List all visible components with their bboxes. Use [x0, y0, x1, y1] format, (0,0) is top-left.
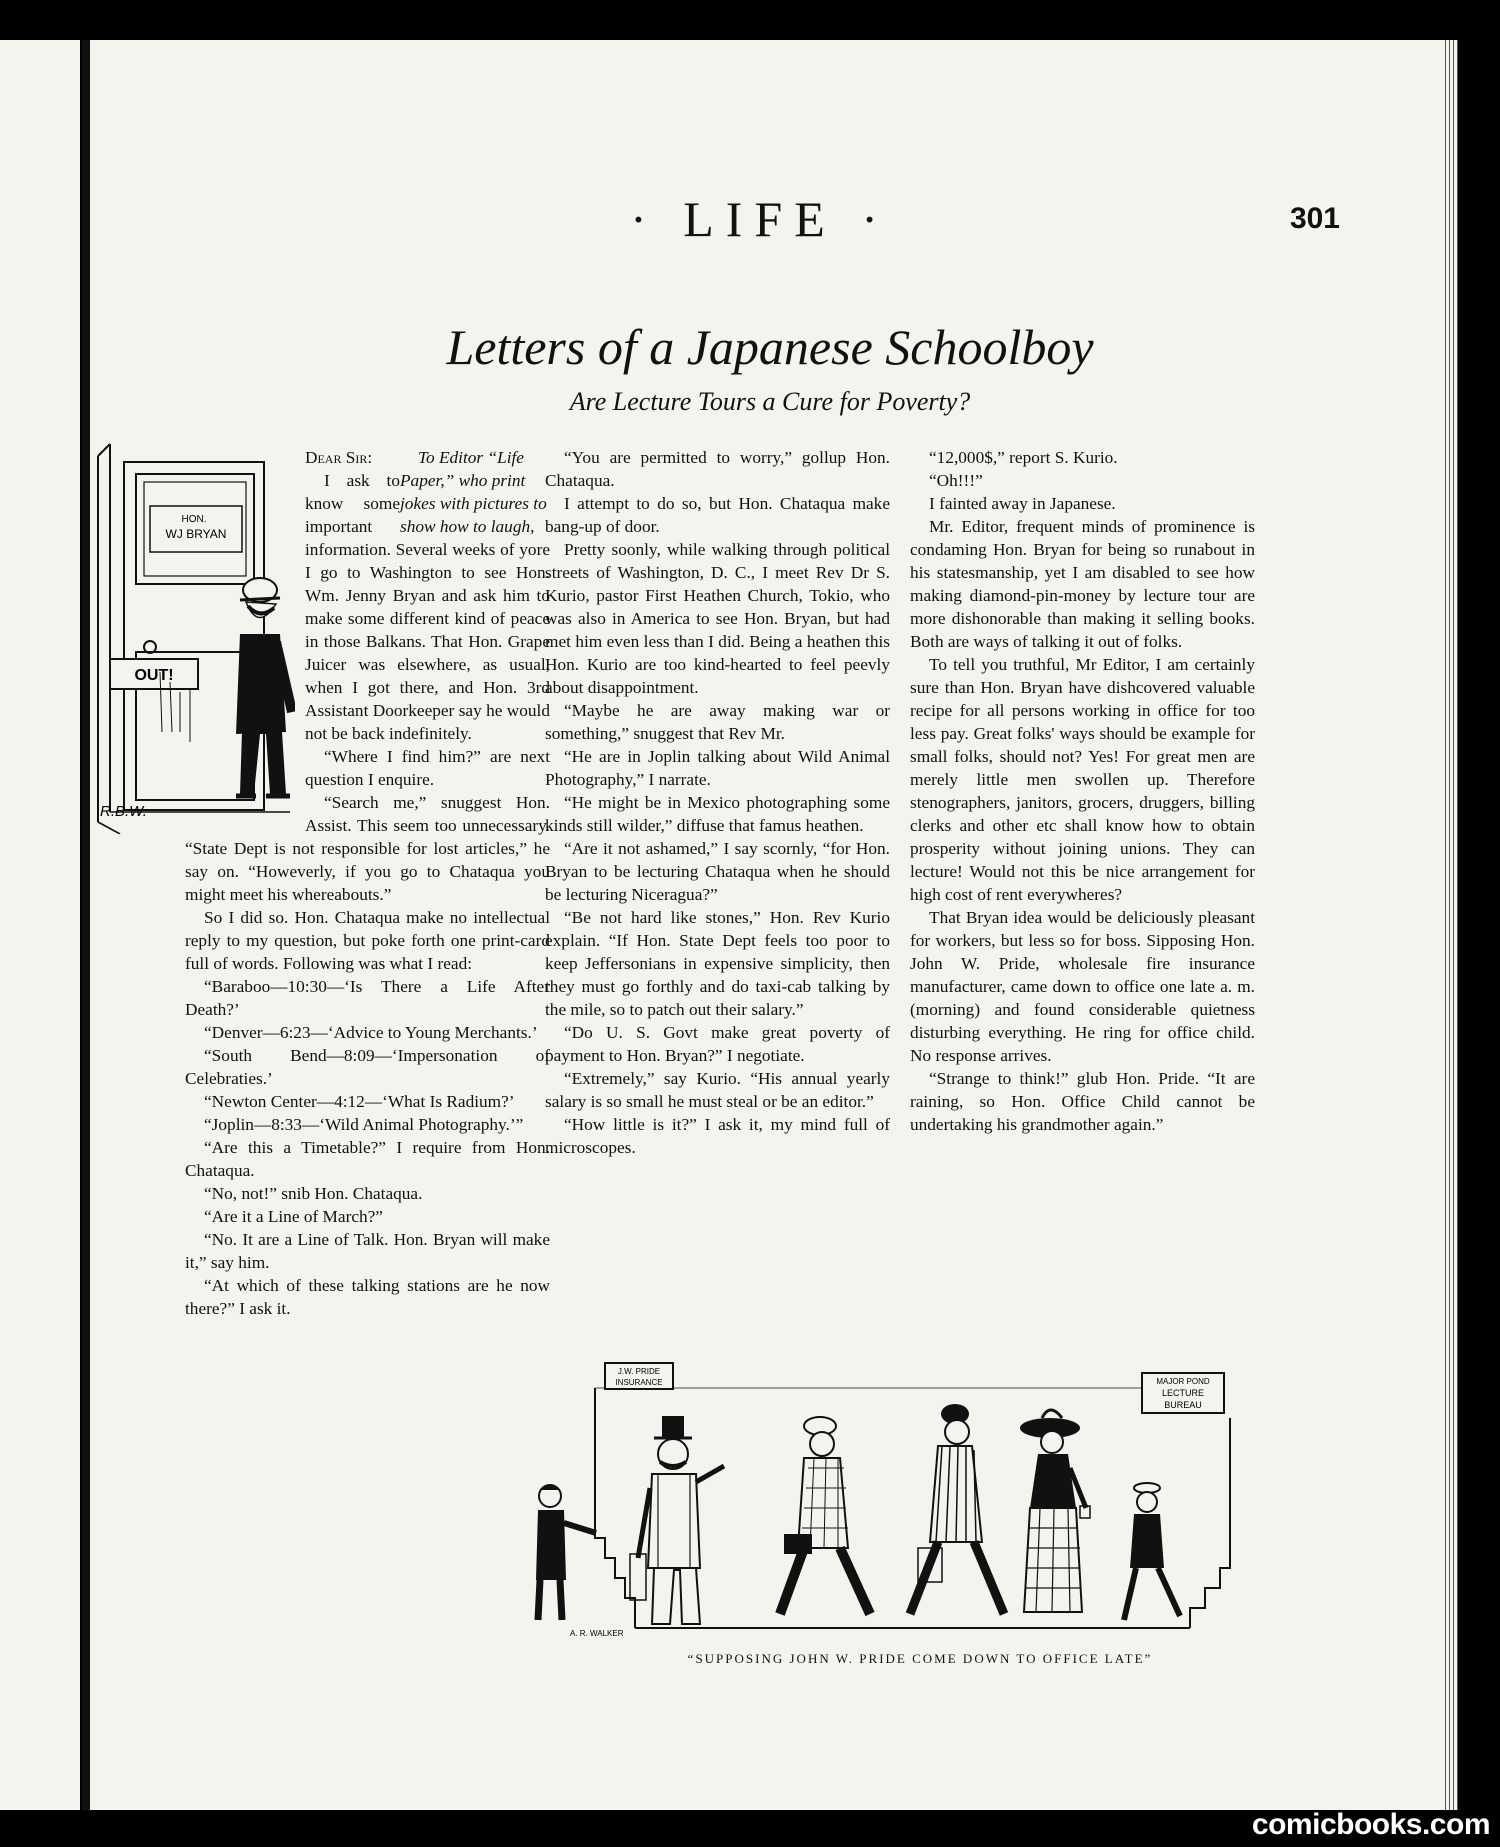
walking-man-plaid-figure: [780, 1417, 870, 1614]
paragraph: “South Bend—8:09—‘Impersonation of Celebraties.’: [185, 1046, 550, 1088]
pride-sign-line-2: INSURANCE: [615, 1378, 663, 1387]
paragraph: “Maybe he are away making war or something,” snuggest that Rev Mr.: [545, 701, 890, 743]
cartoon-caption: “SUPPOSING JOHN W. PRIDE COME DOWN TO OFFICE LATE”: [687, 1651, 1153, 1666]
paragraph: I fainted away in Japanese.: [929, 494, 1116, 513]
paragraph: Mr. Editor, frequent minds of prominence is condaming Hon. Bryan for being so runabout in his statesmanship, yet I am disabled to see how making diamond-pin-money by lecture tour are more dishonorable than making it selling books. Both are ways of talking it out of folks.: [910, 517, 1255, 651]
paragraph: “Where I find him?” are next question I enquire.: [305, 747, 550, 789]
paragraph: “Extremely,” say Kurio. “His annual yearly salary is so small he must steal or be an editor.”: [545, 1069, 890, 1111]
column-1: [100, 446, 550, 1320]
bryan-door-illustration: [90, 442, 295, 834]
pride-sign-line-1: J.W. PRIDE: [617, 1367, 661, 1376]
paragraph: That Bryan idea would be deliciously pleasant for workers, but less so for boss. Sipposing Hon. John W. Pride, wholesale fire insurance manufacturer, came down to office one late a. m. (morning) and found considerable quietness disturbing everything. He ring for office child. No response arrives.: [910, 908, 1255, 1065]
watermark: comicbooks.com: [1251, 1808, 1490, 1841]
paragraph: “Newton Center—4:12—‘What Is Radium?’: [204, 1092, 515, 1111]
masthead: · LIFE ·: [630, 191, 890, 247]
paragraph: “He are in Joplin talking about Wild Animal Photography,” I narrate.: [545, 747, 890, 789]
bureau-sign-line-2: LECTURE: [1161, 1388, 1205, 1398]
office-procession-cartoon: [530, 1358, 1310, 1638]
paragraph: Pretty soonly, while walking through political streets of Washington, D. C., I meet Rev Dr S. Kurio, pastor First Heathen Church, Tokio, who was also in America to see Hon. Bryan, but had met him even less than I did. Being a heathen this Hon. Kurio are too kind-hearted to feel peevly about disappointment.: [545, 540, 890, 697]
article-subtitle: Are Lecture Tours a Cure for Poverty?: [569, 387, 971, 416]
paragraph: “Strange to think!” glub Hon. Pride. “It are raining, so Hon. Office Child cannot be undertaking his grandmother again.”: [910, 1069, 1255, 1134]
page-number: 301: [1289, 202, 1340, 235]
paragraph: “You are permitted to worry,” gollup Hon. Chataqua.: [545, 448, 890, 490]
magazine-page: [90, 40, 1450, 1810]
column-2: [545, 446, 890, 1159]
paragraph: “Do U. S. Govt make great poverty of payment to Hon. Bryan?” I negotiate.: [545, 1023, 890, 1065]
paragraph: So I did so. Hon. Chataqua make no intellectual reply to my question, but poke forth one print-card full of words. Following was what I read:: [185, 908, 550, 973]
office-boy-figure: [536, 1484, 596, 1620]
paragraph: “No. It are a Line of Talk. Hon. Bryan will make it,” say him.: [185, 1230, 550, 1272]
paragraph: “Are it not ashamed,” I say scornly, “for Hon. Bryan to be lecturing Chataqua when he should be lecturing Niceragua?”: [545, 839, 890, 904]
artist-signature: R.B.W.: [100, 803, 147, 820]
bureau-sign-line-1: MAJOR POND: [1156, 1377, 1210, 1386]
facing-page-edge: [0, 40, 80, 1810]
door-sign-line-2: WJ BRYAN: [165, 527, 227, 541]
walking-man-striped-figure: [910, 1404, 1004, 1614]
paragraph: “Be not hard like stones,” Hon. Rev Kurio explain. “If Hon. State Dept feels too poor to keep Jeffersonians in expensive simplicity, then they must go forthly and do taxi-cab talking by the mile, so to patch out their salary.”: [545, 908, 890, 1019]
paragraph: “Joplin—8:33—‘Wild Animal Photography.’”: [204, 1115, 524, 1134]
paragraph: “Are it a Line of March?”: [204, 1207, 383, 1226]
bureau-sign-line-3: BUREAU: [1164, 1400, 1202, 1410]
paragraph: I attempt to do so, but Hon. Chataqua make bang-up of door.: [545, 494, 890, 536]
gutter-shadow: [82, 40, 90, 1810]
door-sign-line-1: HON.: [181, 514, 207, 525]
paragraph: “He might be in Mexico photographing some kinds still wilder,” diffuse that famus heathen.: [545, 793, 890, 835]
address-block: [400, 446, 550, 538]
small-boy-figure: [1124, 1483, 1180, 1620]
paragraph: To tell you truthful, Mr Editor, I am certainly sure than Hon. Bryan have dishcovered valuable recipe for all persons working in office for too less pay. Great folks' ways should be example for small folks, should not? Yes! For great men are merely little men swollen up. Therefore stenographers, janitors, grocers, druggers, billing clerks and other etc shall know how to obtain prosperity without joining unions. They can lecture! Would not this be nice arrangement for high cost of rent everywheres?: [910, 655, 1255, 904]
salutation: Dear Sir:: [305, 448, 373, 467]
paragraph: “Search me,” snuggest Hon. Assist. This seem too unnecessary. “State Dept is not responsible for lost articles,” he say on. “Howeverly, if you go to Chataqua you might meet his whereabouts.”: [185, 793, 550, 904]
paragraph: “12,000$,” report S. Kurio.: [929, 448, 1118, 467]
woman-in-plaid-dress-figure: [1020, 1410, 1090, 1612]
paragraph: “Denver—6:23—‘Advice to Young Merchants.’: [204, 1023, 538, 1042]
paragraph: I ask to know some important information. Several weeks of yore I go to Washington to see Hon. Wm. Jenny Bryan and ask him to make some different kind of peace in those Balkans. That Hon. Grape Juicer was elsewhere, as usual, when I got there, and Hon. 3rd Assistant Doorkeeper say he would not be back indefinitely.: [305, 471, 550, 743]
page-edge-stack: [1442, 40, 1458, 1810]
paragraph: “Baraboo—10:30—‘Is There a Life After Death?’: [185, 977, 550, 1019]
out-sign: OUT!: [134, 667, 174, 684]
paragraph: “No, not!” snib Hon. Chataqua.: [204, 1184, 423, 1203]
paragraph: “Are this a Timetable?” I require from Hon. Chataqua.: [185, 1138, 550, 1180]
paragraph: “At which of these talking stations are he now there?” I ask it.: [185, 1276, 550, 1318]
john-pride-figure: [630, 1416, 724, 1624]
paragraph: “How little is it?” I ask it, my mind full of microscopes.: [545, 1115, 890, 1157]
column-3: [910, 446, 1255, 1136]
paragraph: “Oh!!!”: [929, 471, 983, 490]
cartoon-artist-signature: A. R. WALKER: [570, 1629, 624, 1638]
article-title: Letters of a Japanese Schoolboy: [446, 319, 1094, 375]
address-text: To Editor “Life Paper,” who print jokes with pictures to show how to laugh,: [400, 448, 547, 536]
